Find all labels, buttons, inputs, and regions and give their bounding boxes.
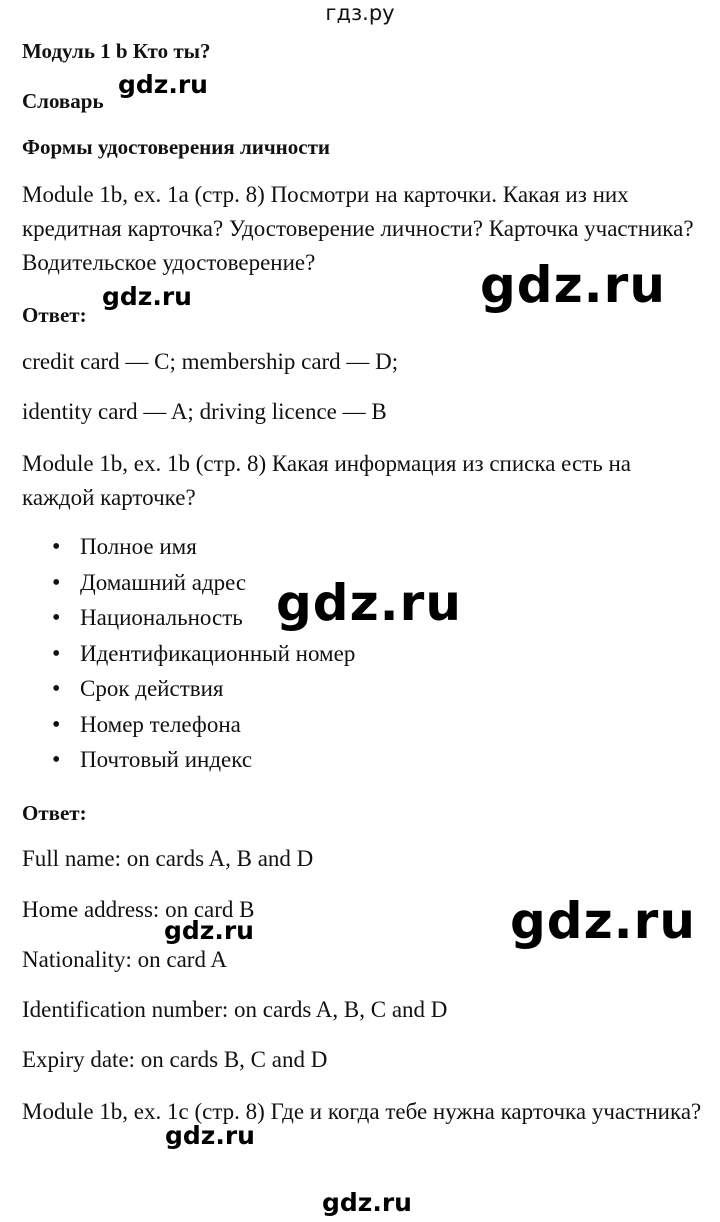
watermark: gdz.ru <box>510 892 696 950</box>
watermark: gdz.ru <box>118 70 208 99</box>
watermark: gdz.ru <box>276 574 462 632</box>
watermark: gdz.ru <box>322 1188 412 1217</box>
list-item: • Национальность <box>22 601 355 637</box>
list-item: • Идентификационный номер <box>22 637 355 673</box>
exercise-1a-text: Module 1b, ex. 1a (стр. 8) Посмотри на карточки. Какая из них кредитная карточка? Удостоверение личности? Карточка участника? Водительское удостоверение? <box>22 182 694 275</box>
watermark: gdz.ru <box>480 256 666 314</box>
list-item: • Срок действия <box>22 672 355 708</box>
answer-line: Expiry date: on cards B, C and D <box>22 1047 328 1072</box>
answer-label-1a: Ответ: <box>22 303 87 327</box>
watermark: gdz.ru <box>165 1121 255 1150</box>
info-list <box>22 530 355 779</box>
watermark: gdz.ru <box>164 916 254 945</box>
site-header: гдз.ру <box>325 1 395 25</box>
answer-line: Home address: on card B <box>22 897 255 922</box>
exercise-1b-text: Module 1b, ex. 1b (стр. 8) Какая информация из списка есть на каждой карточке? <box>22 451 631 510</box>
list-item: • Домашний адрес <box>22 566 355 602</box>
answer-line: Identification number: on cards A, B, C and D <box>22 997 448 1022</box>
exercise-1c-text: Module 1b, ex. 1c (стр. 8) Где и когда тебе нужна карточка участника? <box>22 1099 702 1124</box>
list-item: • Номер телефона <box>22 708 355 744</box>
section-title: Формы удостоверения личности <box>22 135 331 159</box>
answer-line: identity card — A; driving licence — B <box>22 399 387 424</box>
answer-line: Nationality: on card A <box>22 947 228 972</box>
module-title: Модуль 1 b Кто ты? <box>22 39 211 63</box>
answer-line: Full name: on cards A, B and D <box>22 846 314 871</box>
answer-label-1b: Ответ: <box>22 801 87 825</box>
answer-line: credit card — C; membership card — D; <box>22 349 399 374</box>
list-item: • Почтовый индекс <box>22 743 355 779</box>
watermark: gdz.ru <box>102 282 192 311</box>
list-item: • Полное имя <box>22 530 355 566</box>
vocab-label: Словарь <box>22 89 104 113</box>
